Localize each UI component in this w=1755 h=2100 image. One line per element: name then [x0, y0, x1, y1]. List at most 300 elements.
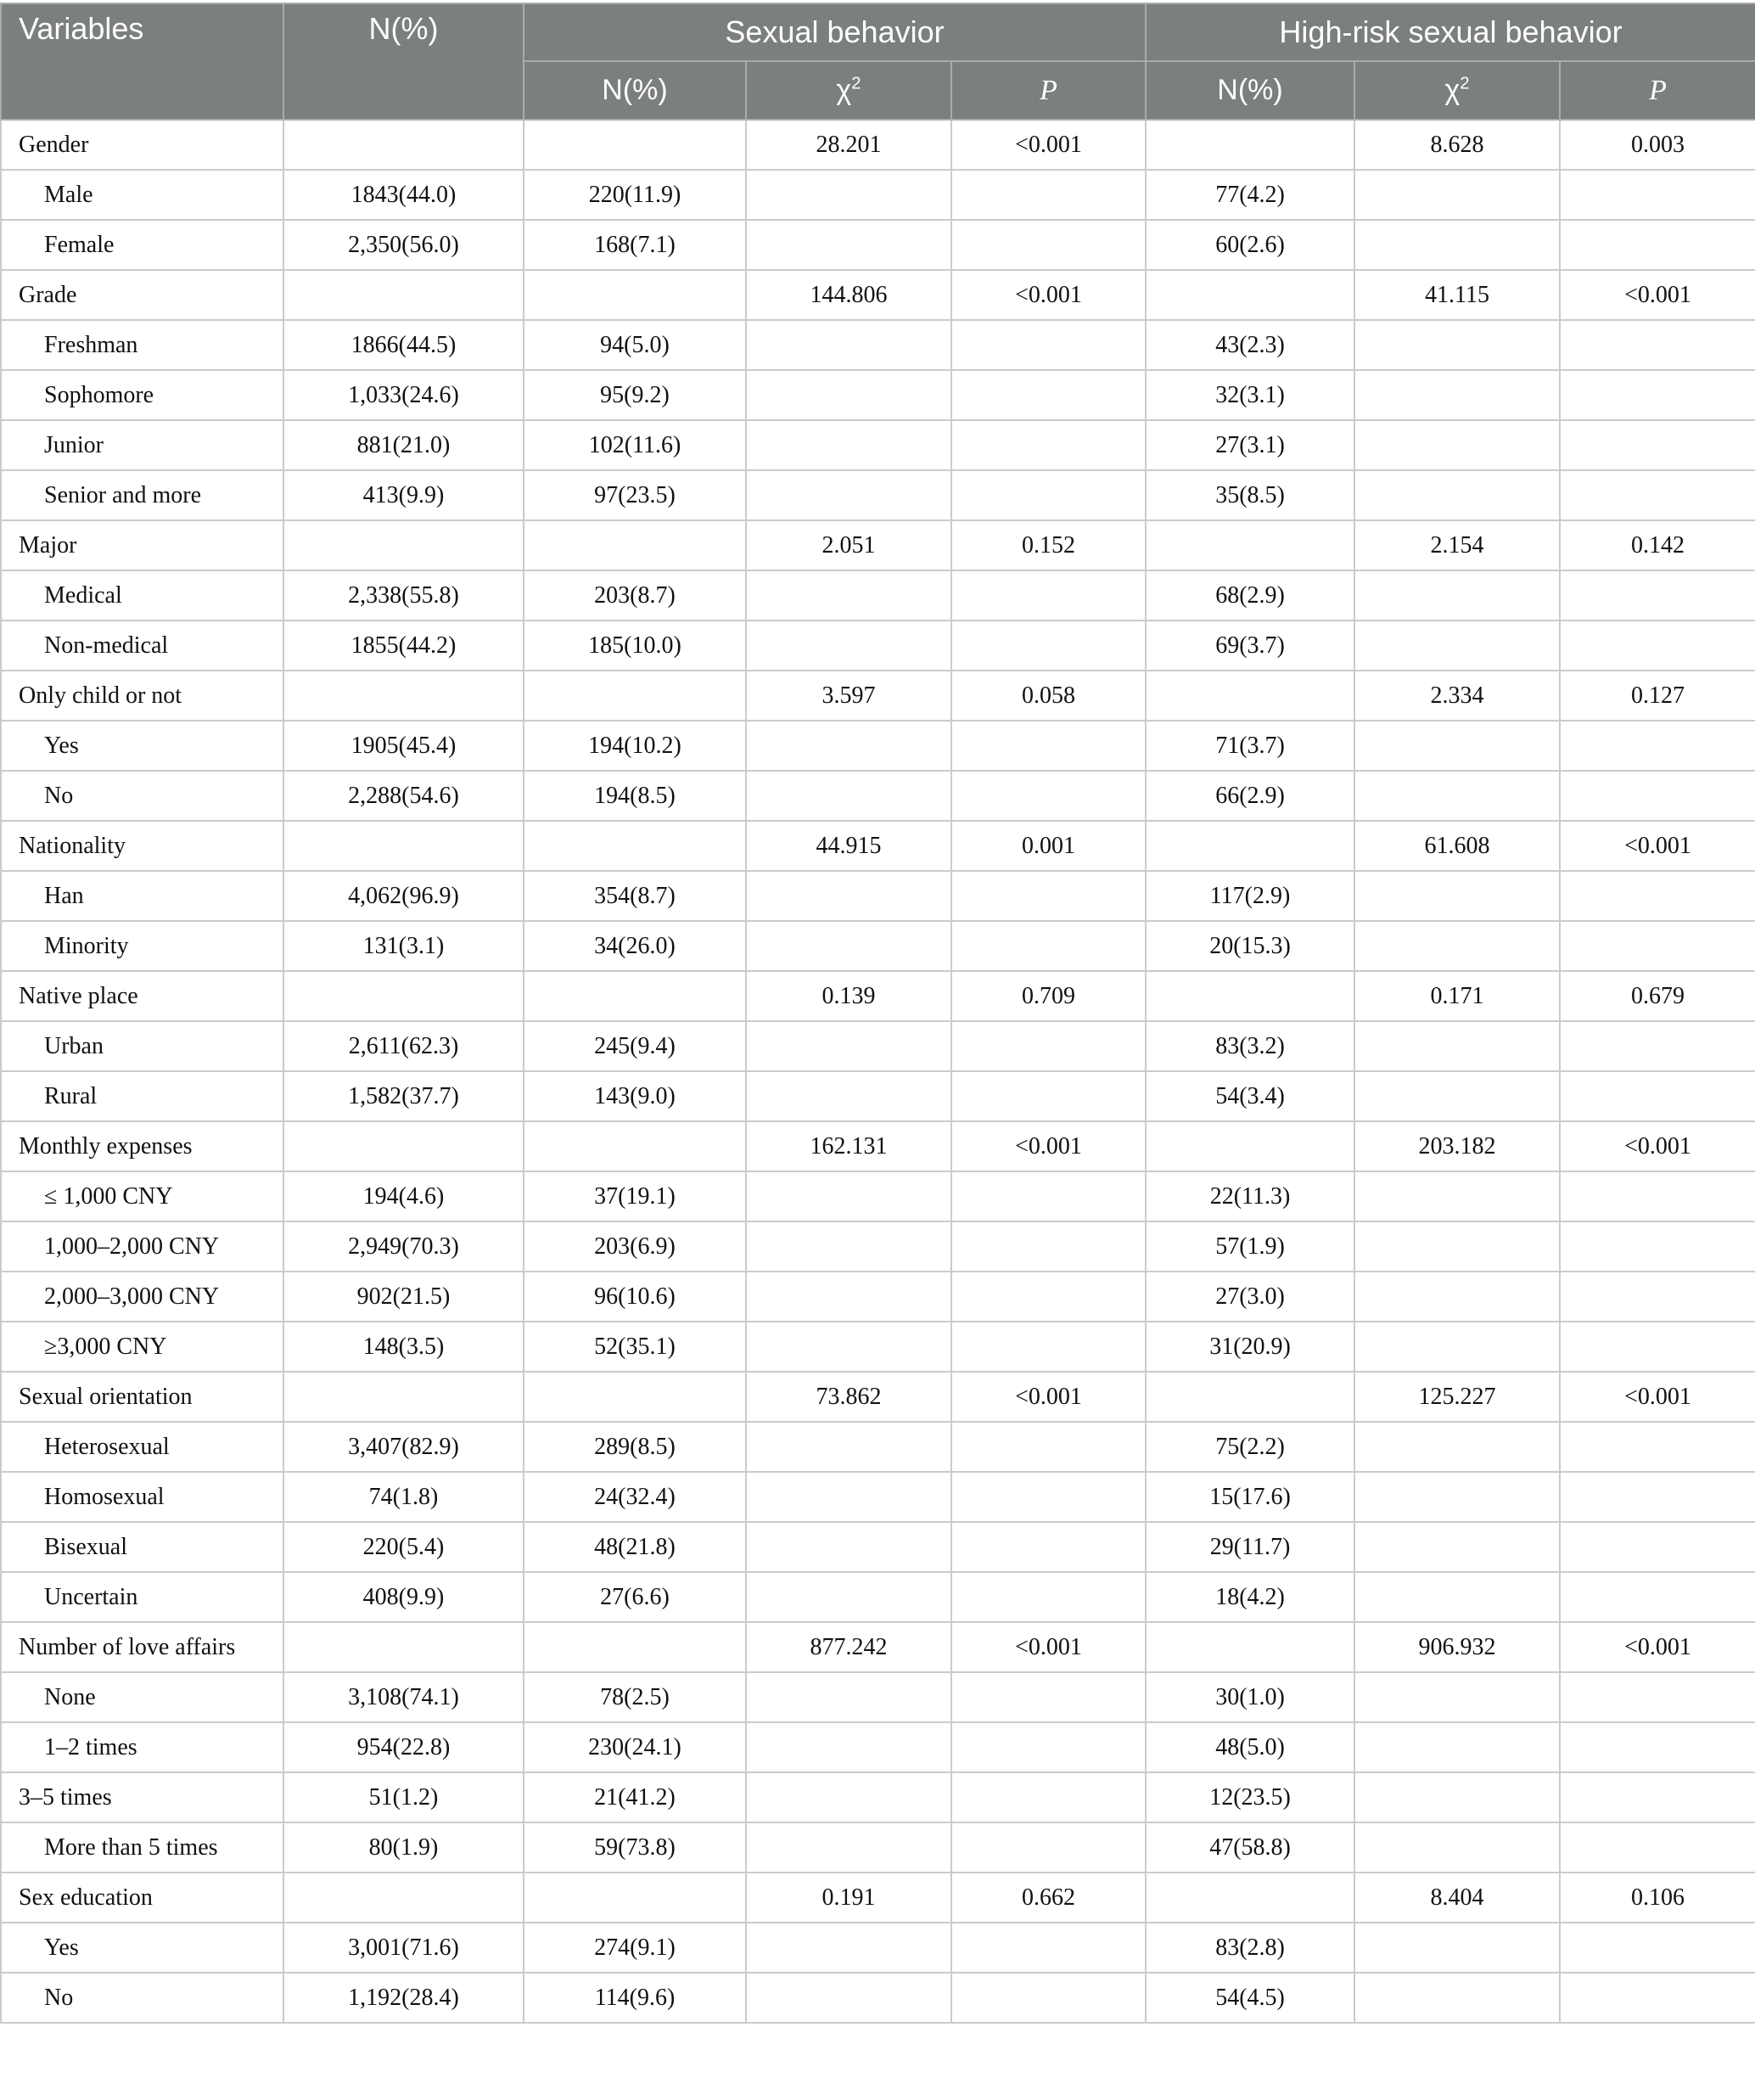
cell-hr-chi-square: [1354, 1071, 1560, 1121]
cell-hr-p: 0.142: [1560, 520, 1755, 570]
cell-n-pct: 413(9.9): [283, 470, 524, 520]
cell-sb-chi-square: [746, 921, 951, 971]
cell-variable: Uncertain: [1, 1572, 283, 1622]
cell-sb-p: [951, 420, 1146, 470]
cell-variable: Monthly expenses: [1, 1121, 283, 1171]
table-row: [1, 520, 1755, 570]
cell-sb-p: [951, 170, 1146, 220]
cell-sb-p: [951, 1422, 1146, 1472]
cell-hr-n-pct: 43(2.3): [1146, 320, 1354, 370]
cell-hr-n-pct: 60(2.6): [1146, 220, 1354, 270]
cell-sb-p: 0.001: [951, 821, 1146, 871]
cell-sb-chi-square: 3.597: [746, 671, 951, 721]
header-variables: Variables: [1, 3, 283, 120]
cell-sb-chi-square: [746, 320, 951, 370]
cell-hr-chi-square: [1354, 370, 1560, 420]
cell-sb-chi-square: [746, 1722, 951, 1772]
table-row: [1, 1622, 1755, 1672]
cell-variable: ≤ 1,000 CNY: [1, 1171, 283, 1221]
cell-hr-n-pct: 20(15.3): [1146, 921, 1354, 971]
cell-sb-n-pct: 168(7.1): [524, 220, 746, 270]
cell-n-pct: [283, 520, 524, 570]
cell-hr-p: [1560, 1923, 1755, 1973]
cell-sb-chi-square: [746, 871, 951, 921]
cell-hr-n-pct: 75(2.2): [1146, 1422, 1354, 1472]
cell-n-pct: [283, 120, 524, 170]
cell-n-pct: 3,407(82.9): [283, 1422, 524, 1472]
cell-variable: None: [1, 1672, 283, 1722]
cell-hr-chi-square: [1354, 1923, 1560, 1973]
table-row: [1, 1923, 1755, 1973]
cell-hr-n-pct: 18(4.2): [1146, 1572, 1354, 1622]
cell-n-pct: 148(3.5): [283, 1322, 524, 1372]
cell-hr-n-pct: 35(8.5): [1146, 470, 1354, 520]
cell-sb-n-pct: 59(73.8): [524, 1822, 746, 1873]
cell-n-pct: 2,949(70.3): [283, 1221, 524, 1272]
cell-hr-n-pct: [1146, 671, 1354, 721]
cell-hr-p: [1560, 420, 1755, 470]
cell-sb-chi-square: 28.201: [746, 120, 951, 170]
data-table: [0, 3, 1755, 2024]
cell-hr-p: [1560, 620, 1755, 671]
cell-sb-n-pct: 21(41.2): [524, 1772, 746, 1822]
cell-hr-p: [1560, 1021, 1755, 1071]
cell-variable: More than 5 times: [1, 1822, 283, 1873]
cell-sb-p: [951, 1722, 1146, 1772]
cell-sb-n-pct: 143(9.0): [524, 1071, 746, 1121]
cell-sb-chi-square: [746, 1672, 951, 1722]
cell-sb-p: [951, 570, 1146, 620]
table-row: [1, 1472, 1755, 1522]
cell-variable: Number of love affairs: [1, 1622, 283, 1672]
cell-hr-n-pct: 48(5.0): [1146, 1722, 1354, 1772]
cell-sb-n-pct: 94(5.0): [524, 320, 746, 370]
chi-superscript: 2: [851, 74, 861, 93]
cell-sb-p: [951, 1572, 1146, 1622]
cell-sb-n-pct: 185(10.0): [524, 620, 746, 671]
cell-hr-p: [1560, 1572, 1755, 1622]
table-row: [1, 570, 1755, 620]
cell-n-pct: 4,062(96.9): [283, 871, 524, 921]
cell-hr-chi-square: [1354, 1221, 1560, 1272]
cell-sb-p: [951, 1522, 1146, 1572]
cell-hr-p: [1560, 1472, 1755, 1522]
cell-sb-chi-square: [746, 170, 951, 220]
cell-hr-p: [1560, 320, 1755, 370]
header-sb-chi-square: [746, 61, 951, 120]
cell-hr-p: 0.127: [1560, 671, 1755, 721]
cell-sb-chi-square: [746, 220, 951, 270]
cell-hr-n-pct: 29(11.7): [1146, 1522, 1354, 1572]
cell-sb-p: 0.152: [951, 520, 1146, 570]
header-sb-n-pct: N(%): [524, 61, 746, 120]
chi-symbol: χ: [836, 74, 852, 106]
cell-hr-chi-square: [1354, 771, 1560, 821]
cell-hr-chi-square: 8.404: [1354, 1873, 1560, 1923]
cell-hr-p: [1560, 1973, 1755, 2023]
cell-hr-p: [1560, 921, 1755, 971]
cell-sb-n-pct: 194(8.5): [524, 771, 746, 821]
cell-hr-p: 0.679: [1560, 971, 1755, 1021]
table-row: [1, 1322, 1755, 1372]
cell-sb-p: [951, 771, 1146, 821]
cell-variable: Minority: [1, 921, 283, 971]
cell-sb-p: [951, 1822, 1146, 1873]
cell-sb-n-pct: 102(11.6): [524, 420, 746, 470]
cell-variable: ≥3,000 CNY: [1, 1322, 283, 1372]
cell-variable: 2,000–3,000 CNY: [1, 1272, 283, 1322]
cell-variable: Freshman: [1, 320, 283, 370]
cell-hr-chi-square: [1354, 1672, 1560, 1722]
cell-sb-n-pct: 27(6.6): [524, 1572, 746, 1622]
cell-hr-p: [1560, 1672, 1755, 1722]
table-row: [1, 1272, 1755, 1322]
cell-sb-chi-square: 0.139: [746, 971, 951, 1021]
cell-sb-chi-square: [746, 1923, 951, 1973]
cell-hr-chi-square: [1354, 721, 1560, 771]
table-row: [1, 1171, 1755, 1221]
cell-hr-chi-square: [1354, 420, 1560, 470]
table-header: [1, 3, 1755, 120]
cell-hr-chi-square: [1354, 1973, 1560, 2023]
cell-variable: Junior: [1, 420, 283, 470]
cell-hr-p: [1560, 1071, 1755, 1121]
cell-sb-p: [951, 1021, 1146, 1071]
cell-sb-p: [951, 1672, 1146, 1722]
cell-sb-p: [951, 1772, 1146, 1822]
cell-sb-n-pct: 194(10.2): [524, 721, 746, 771]
cell-hr-chi-square: [1354, 620, 1560, 671]
cell-variable: Female: [1, 220, 283, 270]
cell-sb-p: [951, 721, 1146, 771]
cell-n-pct: 2,350(56.0): [283, 220, 524, 270]
cell-sb-chi-square: [746, 1171, 951, 1221]
cell-sb-n-pct: [524, 270, 746, 320]
cell-hr-chi-square: [1354, 1722, 1560, 1772]
cell-hr-p: [1560, 771, 1755, 821]
table-row: [1, 821, 1755, 871]
cell-sb-p: [951, 1472, 1146, 1522]
cell-hr-chi-square: [1354, 470, 1560, 520]
cell-hr-p: [1560, 170, 1755, 220]
cell-hr-chi-square: [1354, 871, 1560, 921]
cell-n-pct: 902(21.5): [283, 1272, 524, 1322]
cell-sb-n-pct: [524, 1372, 746, 1422]
table-row: [1, 470, 1755, 520]
cell-variable: Urban: [1, 1021, 283, 1071]
cell-sb-n-pct: [524, 671, 746, 721]
table-row: [1, 921, 1755, 971]
cell-sb-p: [951, 470, 1146, 520]
cell-n-pct: 1843(44.0): [283, 170, 524, 220]
cell-variable: Senior and more: [1, 470, 283, 520]
cell-n-pct: [283, 1873, 524, 1923]
cell-sb-chi-square: [746, 1322, 951, 1372]
cell-sb-p: [951, 1171, 1146, 1221]
cell-hr-n-pct: [1146, 120, 1354, 170]
cell-sb-n-pct: 52(35.1): [524, 1322, 746, 1372]
cell-sb-n-pct: 95(9.2): [524, 370, 746, 420]
cell-sb-n-pct: [524, 1873, 746, 1923]
cell-n-pct: 194(4.6): [283, 1171, 524, 1221]
cell-hr-p: [1560, 1722, 1755, 1772]
header-sb-p: P: [951, 61, 1146, 120]
cell-hr-n-pct: [1146, 520, 1354, 570]
cell-sb-n-pct: 97(23.5): [524, 470, 746, 520]
cell-sb-p: [951, 220, 1146, 270]
table-row: [1, 270, 1755, 320]
table-row: [1, 120, 1755, 170]
cell-sb-n-pct: 48(21.8): [524, 1522, 746, 1572]
cell-hr-p: [1560, 570, 1755, 620]
table-row: [1, 1822, 1755, 1873]
cell-hr-n-pct: 71(3.7): [1146, 721, 1354, 771]
cell-variable: Rural: [1, 1071, 283, 1121]
cell-hr-chi-square: [1354, 570, 1560, 620]
cell-hr-n-pct: 77(4.2): [1146, 170, 1354, 220]
cell-sb-n-pct: 34(26.0): [524, 921, 746, 971]
cell-sb-n-pct: 220(11.9): [524, 170, 746, 220]
cell-hr-p: <0.001: [1560, 1121, 1755, 1171]
cell-sb-chi-square: [746, 1522, 951, 1572]
header-hr-p: P: [1560, 61, 1755, 120]
cell-n-pct: [283, 821, 524, 871]
table-row: [1, 1722, 1755, 1772]
cell-sb-n-pct: 230(24.1): [524, 1722, 746, 1772]
table-row: [1, 771, 1755, 821]
table-row: [1, 1221, 1755, 1272]
cell-hr-n-pct: 66(2.9): [1146, 771, 1354, 821]
cell-hr-n-pct: [1146, 270, 1354, 320]
cell-hr-n-pct: 69(3.7): [1146, 620, 1354, 671]
cell-sb-n-pct: 274(9.1): [524, 1923, 746, 1973]
cell-hr-n-pct: 54(4.5): [1146, 1973, 1354, 2023]
cell-hr-n-pct: 12(23.5): [1146, 1772, 1354, 1822]
cell-sb-p: [951, 1973, 1146, 2023]
table-row: [1, 1071, 1755, 1121]
header-sexual-behavior: Sexual behavior: [524, 3, 1146, 61]
table-row: [1, 871, 1755, 921]
cell-sb-p: [951, 1272, 1146, 1322]
table-row: [1, 971, 1755, 1021]
cell-sb-chi-square: [746, 470, 951, 520]
table-row: [1, 1522, 1755, 1572]
cell-hr-n-pct: [1146, 1121, 1354, 1171]
table-row: [1, 671, 1755, 721]
cell-sb-chi-square: 877.242: [746, 1622, 951, 1672]
cell-sb-n-pct: [524, 1121, 746, 1171]
cell-hr-p: [1560, 1822, 1755, 1873]
cell-hr-chi-square: [1354, 1171, 1560, 1221]
cell-sb-p: <0.001: [951, 1121, 1146, 1171]
cell-variable: Sexual orientation: [1, 1372, 283, 1422]
cell-sb-p: [951, 1071, 1146, 1121]
cell-sb-chi-square: [746, 1772, 951, 1822]
cell-sb-chi-square: [746, 1071, 951, 1121]
cell-n-pct: 1,582(37.7): [283, 1071, 524, 1121]
cell-n-pct: 80(1.9): [283, 1822, 524, 1873]
cell-sb-p: <0.001: [951, 270, 1146, 320]
cell-variable: No: [1, 771, 283, 821]
cell-sb-chi-square: [746, 1422, 951, 1472]
cell-sb-chi-square: 44.915: [746, 821, 951, 871]
cell-hr-chi-square: [1354, 1522, 1560, 1572]
cell-hr-p: [1560, 370, 1755, 420]
cell-n-pct: 1866(44.5): [283, 320, 524, 370]
cell-hr-chi-square: [1354, 170, 1560, 220]
cell-sb-p: [951, 1923, 1146, 1973]
cell-hr-chi-square: [1354, 1472, 1560, 1522]
cell-variable: 1–2 times: [1, 1722, 283, 1772]
cell-hr-n-pct: [1146, 1622, 1354, 1672]
cell-sb-p: 0.709: [951, 971, 1146, 1021]
cell-variable: Yes: [1, 1923, 283, 1973]
cell-hr-n-pct: 31(20.9): [1146, 1322, 1354, 1372]
cell-sb-n-pct: 24(32.4): [524, 1472, 746, 1522]
cell-n-pct: 954(22.8): [283, 1722, 524, 1772]
cell-n-pct: [283, 671, 524, 721]
cell-variable: Non-medical: [1, 620, 283, 671]
cell-sb-chi-square: [746, 771, 951, 821]
cell-hr-chi-square: [1354, 1772, 1560, 1822]
cell-sb-chi-square: 73.862: [746, 1372, 951, 1422]
cell-n-pct: 1,033(24.6): [283, 370, 524, 420]
cell-hr-chi-square: [1354, 1422, 1560, 1472]
cell-hr-n-pct: 32(3.1): [1146, 370, 1354, 420]
cell-hr-p: [1560, 470, 1755, 520]
cell-hr-n-pct: 68(2.9): [1146, 570, 1354, 620]
cell-n-pct: 3,001(71.6): [283, 1923, 524, 1973]
table-row: [1, 1672, 1755, 1722]
cell-variable: Nationality: [1, 821, 283, 871]
cell-hr-p: [1560, 871, 1755, 921]
cell-hr-p: [1560, 1221, 1755, 1272]
cell-hr-p: [1560, 721, 1755, 771]
cell-hr-p: 0.106: [1560, 1873, 1755, 1923]
cell-sb-chi-square: [746, 420, 951, 470]
cell-hr-p: <0.001: [1560, 270, 1755, 320]
table-row: [1, 220, 1755, 270]
cell-n-pct: [283, 1121, 524, 1171]
table-row: [1, 721, 1755, 771]
cell-hr-p: <0.001: [1560, 1372, 1755, 1422]
cell-sb-chi-square: [746, 570, 951, 620]
cell-hr-n-pct: 117(2.9): [1146, 871, 1354, 921]
table-row: [1, 1422, 1755, 1472]
cell-hr-n-pct: 83(2.8): [1146, 1923, 1354, 1973]
cell-sb-chi-square: [746, 1221, 951, 1272]
cell-hr-chi-square: [1354, 320, 1560, 370]
cell-sb-p: 0.058: [951, 671, 1146, 721]
cell-variable: Homosexual: [1, 1472, 283, 1522]
cell-sb-chi-square: [746, 1822, 951, 1873]
cell-sb-chi-square: [746, 1021, 951, 1071]
cell-n-pct: [283, 270, 524, 320]
cell-n-pct: 131(3.1): [283, 921, 524, 971]
cell-n-pct: 3,108(74.1): [283, 1672, 524, 1722]
cell-sb-p: <0.001: [951, 1372, 1146, 1422]
cell-variable: Only child or not: [1, 671, 283, 721]
cell-hr-chi-square: [1354, 1021, 1560, 1071]
cell-hr-chi-square: [1354, 1822, 1560, 1873]
cell-n-pct: 51(1.2): [283, 1772, 524, 1822]
header-row-1: [1, 3, 1755, 61]
cell-n-pct: 2,288(54.6): [283, 771, 524, 821]
cell-n-pct: [283, 1372, 524, 1422]
cell-variable: Medical: [1, 570, 283, 620]
table-row: [1, 420, 1755, 470]
cell-hr-p: [1560, 1272, 1755, 1322]
header-n-pct: N(%): [283, 3, 524, 120]
cell-hr-n-pct: 15(17.6): [1146, 1472, 1354, 1522]
cell-hr-p: [1560, 220, 1755, 270]
cell-hr-n-pct: 47(58.8): [1146, 1822, 1354, 1873]
cell-hr-n-pct: 57(1.9): [1146, 1221, 1354, 1272]
table-row: [1, 320, 1755, 370]
cell-n-pct: 1855(44.2): [283, 620, 524, 671]
cell-sb-n-pct: [524, 120, 746, 170]
table-row: [1, 1121, 1755, 1171]
table-row: [1, 1021, 1755, 1071]
cell-variable: Grade: [1, 270, 283, 320]
cell-sb-n-pct: 78(2.5): [524, 1672, 746, 1722]
cell-n-pct: [283, 971, 524, 1021]
table-row: [1, 1572, 1755, 1622]
cell-sb-chi-square: 144.806: [746, 270, 951, 320]
cell-n-pct: 881(21.0): [283, 420, 524, 470]
header-high-risk: High-risk sexual behavior: [1146, 3, 1755, 61]
cell-sb-p: [951, 871, 1146, 921]
table-row: [1, 620, 1755, 671]
cell-hr-chi-square: [1354, 1572, 1560, 1622]
cell-sb-n-pct: [524, 1622, 746, 1672]
cell-sb-n-pct: [524, 520, 746, 570]
cell-variable: 3–5 times: [1, 1772, 283, 1822]
cell-hr-chi-square: 2.334: [1354, 671, 1560, 721]
cell-sb-p: [951, 1221, 1146, 1272]
cell-hr-p: [1560, 1422, 1755, 1472]
cell-sb-chi-square: [746, 1973, 951, 2023]
cell-hr-p: <0.001: [1560, 1622, 1755, 1672]
cell-sb-n-pct: 203(6.9): [524, 1221, 746, 1272]
cell-hr-chi-square: 41.115: [1354, 270, 1560, 320]
cell-hr-chi-square: 125.227: [1354, 1372, 1560, 1422]
chi-superscript: 2: [1460, 74, 1470, 93]
cell-sb-chi-square: [746, 1472, 951, 1522]
cell-sb-n-pct: 203(8.7): [524, 570, 746, 620]
cell-sb-n-pct: 96(10.6): [524, 1272, 746, 1322]
cell-hr-chi-square: [1354, 1272, 1560, 1322]
cell-n-pct: 2,611(62.3): [283, 1021, 524, 1071]
cell-hr-n-pct: [1146, 821, 1354, 871]
cell-variable: Gender: [1, 120, 283, 170]
cell-sb-chi-square: [746, 1272, 951, 1322]
cell-variable: Bisexual: [1, 1522, 283, 1572]
cell-sb-n-pct: 354(8.7): [524, 871, 746, 921]
cell-variable: Yes: [1, 721, 283, 771]
cell-sb-p: 0.662: [951, 1873, 1146, 1923]
cell-hr-chi-square: [1354, 220, 1560, 270]
cell-hr-chi-square: 61.608: [1354, 821, 1560, 871]
cell-hr-n-pct: [1146, 1873, 1354, 1923]
table-row: [1, 1372, 1755, 1422]
cell-sb-chi-square: [746, 620, 951, 671]
cell-hr-n-pct: 83(3.2): [1146, 1021, 1354, 1071]
cell-n-pct: 2,338(55.8): [283, 570, 524, 620]
cell-hr-chi-square: 8.628: [1354, 120, 1560, 170]
cell-sb-p: [951, 620, 1146, 671]
cell-sb-n-pct: [524, 971, 746, 1021]
